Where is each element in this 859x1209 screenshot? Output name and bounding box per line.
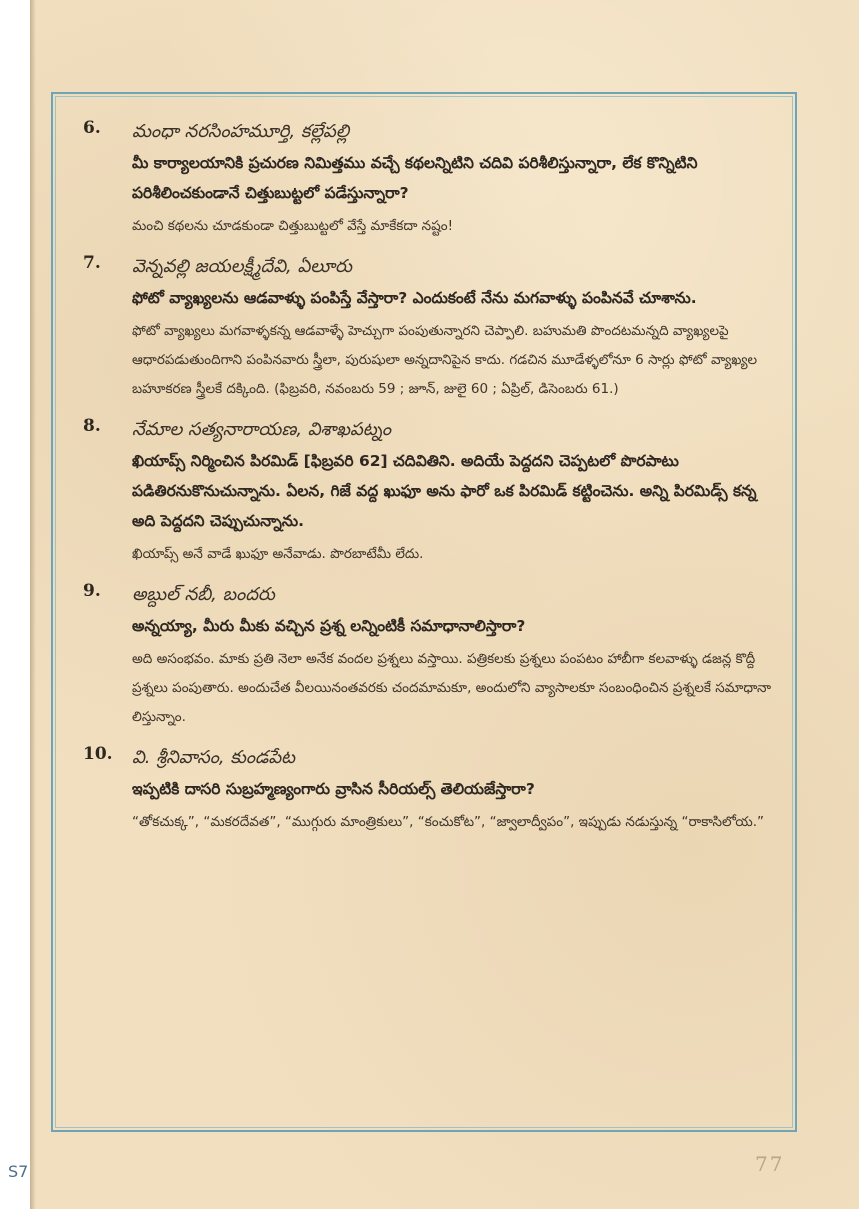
qa-column xyxy=(85,118,775,849)
reader-question: ఇప్పటికి దాసరి సుబ్రహ్మణ్యంగారు వ్రాసిన సీరియల్స్ తెలియజేస్తారా? xyxy=(132,780,535,798)
reader-name: వి. శ్రీనివాసం, కుండపేట xyxy=(132,747,296,768)
editor-answer: “తోకచుక్క”, “మకరదేవత”, “ముగ్గురు మాంత్రికులు”, “కంచుకోట”, “జ్వాలాద్వీపం”, ఇప్పుడు నడుస్తున్న “రాకాసిలోయ.” xyxy=(132,814,764,830)
reader-name: వెన్నవల్లి జయలక్ష్మీదేవి, ఏలూరు xyxy=(132,256,352,277)
editor-answer: మంచి కథలను చూడకుండా చిత్తుబుట్టలో వేస్తే మాకేకదా నష్టం! xyxy=(132,218,454,234)
qa-entry-6 xyxy=(85,118,775,241)
qa-entry-9 xyxy=(85,581,775,732)
qa-entry-8 xyxy=(85,416,775,569)
reader-question: అన్నయ్యా, మీరు మీకు వచ్చిన ప్రశ్న లన్నింటికీ సమాధానాలిస్తారా? xyxy=(132,617,526,635)
reader-name: నేమాల సత్యనారాయణ, విశాఖపట్నం xyxy=(132,419,392,440)
entry-number: 8. xyxy=(83,416,101,436)
editor-answer: ఖియాప్స్ అనే వాడే ఖుఫూ అనేవాడు. పొరబాటేమీ లేదు. xyxy=(132,546,424,562)
reader-name: మంధా నరసింహమూర్తి, కల్లేపల్లి xyxy=(132,121,350,142)
qa-entry-7 xyxy=(85,253,775,404)
entry-number: 6. xyxy=(83,118,101,138)
page-edge-shadow xyxy=(30,0,36,1209)
corner-mark-right: 77 xyxy=(755,1152,785,1176)
entry-number: 7. xyxy=(83,253,101,273)
editor-answer: అది అసంభవం. మాకు ప్రతి నెలా అనేక వందల ప్రశ్నలు వస్తాయి. పత్రికలకు ప్రశ్నలు పంపటం హాబీగా కలవాళ్ళు డజన్ల కొద్దీ ప్రశ్నలు పంపుతారు. అందుచేత వీలయినంతవరకు చందమామకూ, అందులోని వ్యాసాలకూ సంబంధించిన ప్రశ్నలకే సమాధానా లిస్తున్నాం. xyxy=(132,651,771,725)
reader-name: అబ్దుల్ నబీ, బందరు xyxy=(132,584,275,605)
corner-mark-left: S7 xyxy=(8,1162,29,1181)
entry-number: 9. xyxy=(83,581,101,601)
reader-question: ఖియాప్స్ నిర్మించిన పిరమిడ్ [ఫిబ్రవరి 62] చదివితిని. అదియే పెద్దదని చెప్పటలో పొరపాటు పడితిరనుకొనుచున్నాను. ఏలన, గిజే వద్ద ఖుఫూ అను ఫారో ఒక పిరమిడ్ కట్టించెను. అన్ని పిరమిడ్స్ కన్న అది పెద్దదని చెప్పుచున్నాను. xyxy=(132,452,757,530)
entry-number: 10. xyxy=(83,744,113,764)
reader-question: మీ కార్యాలయానికి ప్రచురణ నిమిత్తము వచ్చే కథలన్నిటిని చదివి పరిశీలిస్తున్నారా, లేక కొన్నిటిని పరిశీలించకుండానే చిత్తుబుట్టలో పడేస్తున్నారా? xyxy=(132,154,698,202)
reader-question: ఫోటో వ్యాఖ్యలను ఆడవాళ్ళు పంపిస్తే వేస్తారా? ఎందుకంటే నేను మగవాళ్ళు పంపినవే చూశాను. xyxy=(132,289,697,307)
qa-entry-10 xyxy=(85,744,775,837)
editor-answer: ఫోటో వ్యాఖ్యలు మగవాళ్ళకన్న ఆడవాళ్ళే హెచ్చుగా పంపుతున్నారని చెప్పాలి. బహుమతి పొందటమన్నది వ్యాఖ్యలపై ఆధారపడుతుందిగాని పంపినవారు స్త్రీలా, పురుషులా అన్నదానిపైన కాదు. గడచిన మూడేళ్ళలోనూ 6 సార్లు ఫోటో వ్యాఖ్యల బహూకరణ స్త్రీలకే దక్కింది. (ఫిబ్రవరి, నవంబరు 59 ; జూన్, జులై 60 ; ఏప్రిల్, డిసెంబరు 61.) xyxy=(132,323,758,397)
